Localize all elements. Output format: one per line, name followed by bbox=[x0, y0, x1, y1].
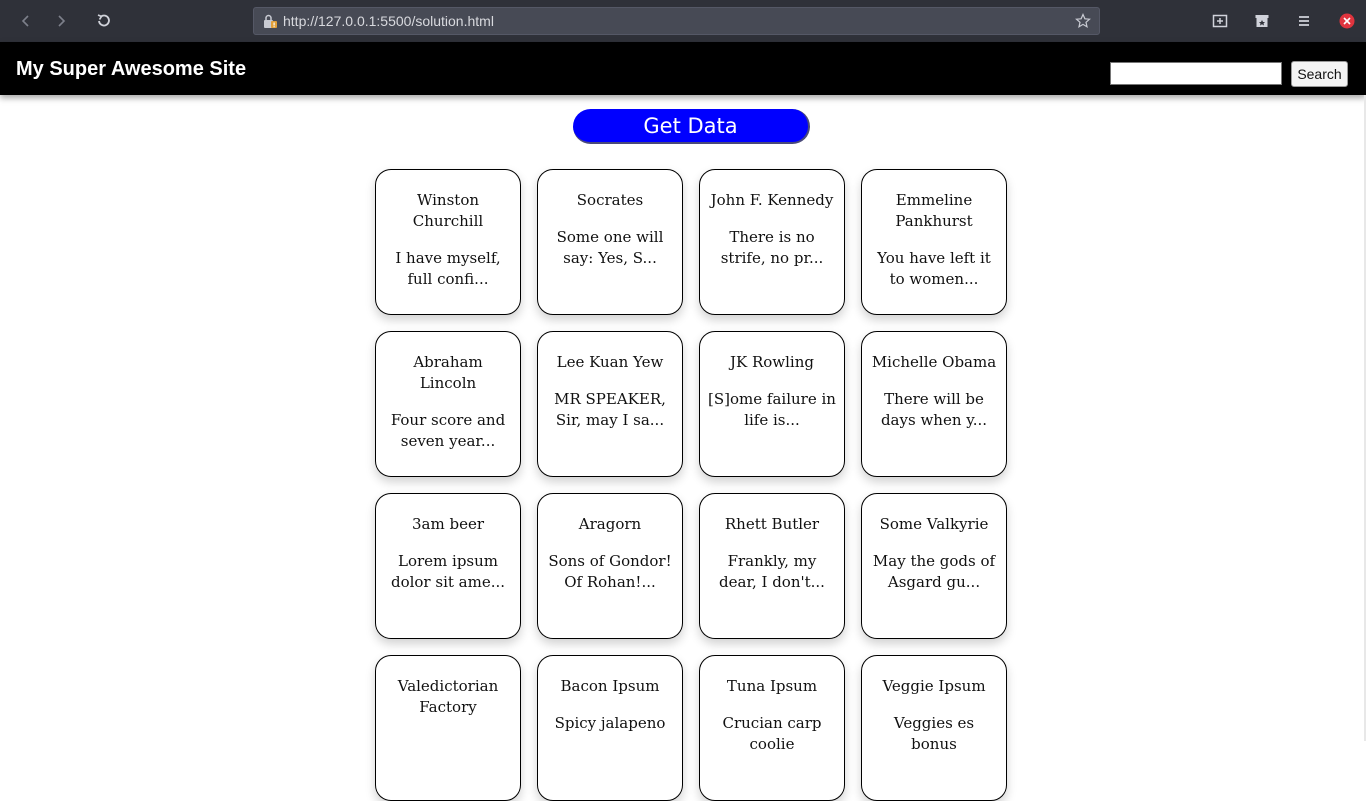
card-quote: Frankly, my dear, I don't... bbox=[719, 552, 825, 591]
card-author: Tuna Ipsum bbox=[726, 677, 818, 695]
quote-card[interactable] bbox=[861, 169, 1007, 315]
quote-card-grid bbox=[375, 169, 1007, 801]
card-author: Winston Churchill bbox=[412, 191, 484, 230]
card-quote: Crucian carp coolie bbox=[722, 714, 822, 753]
card-author: Rhett Butler bbox=[724, 515, 820, 533]
browser-toolbar bbox=[0, 0, 1366, 42]
quote-card[interactable] bbox=[375, 493, 521, 639]
card-author: Abraham Lincoln bbox=[413, 353, 483, 392]
quote-card[interactable] bbox=[375, 655, 521, 801]
back-icon[interactable] bbox=[14, 9, 38, 33]
card-author: Bacon Ipsum bbox=[560, 677, 660, 695]
quote-card[interactable] bbox=[375, 331, 521, 477]
bookmark-star-icon[interactable] bbox=[1075, 13, 1091, 29]
close-window-icon[interactable] bbox=[1337, 11, 1357, 31]
quote-card[interactable] bbox=[375, 169, 521, 315]
site-header bbox=[0, 42, 1366, 95]
card-quote: May the gods of Asgard gu... bbox=[872, 552, 996, 591]
card-quote: I have myself, full confi... bbox=[395, 249, 501, 288]
card-author: Some Valkyrie bbox=[879, 515, 989, 533]
quote-card[interactable] bbox=[861, 331, 1007, 477]
card-author: Socrates bbox=[576, 191, 644, 209]
quote-card[interactable] bbox=[537, 655, 683, 801]
url-text: http://127.0.0.1:5500/solution.html bbox=[283, 13, 494, 29]
card-author: JK Rowling bbox=[729, 353, 814, 371]
archive-icon[interactable] bbox=[1252, 11, 1272, 31]
quote-card[interactable] bbox=[537, 331, 683, 477]
reload-icon[interactable] bbox=[91, 9, 115, 33]
insecure-lock-icon bbox=[262, 14, 278, 30]
quote-card[interactable] bbox=[699, 655, 845, 801]
card-quote: Some one will say: Yes, S... bbox=[556, 228, 664, 267]
search-button[interactable]: Search bbox=[1291, 61, 1348, 87]
quote-card[interactable] bbox=[861, 655, 1007, 801]
card-author: Veggie Ipsum bbox=[882, 677, 986, 695]
card-author: Valedictorian Factory bbox=[397, 677, 499, 716]
quote-card[interactable] bbox=[699, 169, 845, 315]
card-quote: [S]ome failure in life is... bbox=[708, 390, 836, 429]
address-bar[interactable] bbox=[253, 7, 1100, 35]
card-quote: You have left it to women... bbox=[877, 249, 991, 288]
quote-card[interactable] bbox=[699, 331, 845, 477]
new-tab-container-icon[interactable] bbox=[1210, 11, 1230, 31]
card-author: Lee Kuan Yew bbox=[556, 353, 664, 371]
card-author: John F. Kennedy bbox=[710, 191, 834, 209]
search-input[interactable] bbox=[1110, 62, 1282, 85]
quote-card[interactable] bbox=[537, 169, 683, 315]
card-quote: Spicy jalapeno bbox=[554, 714, 666, 732]
forward-icon[interactable] bbox=[49, 9, 73, 33]
card-quote: Sons of Gondor! Of Rohan!... bbox=[548, 552, 672, 591]
card-quote: Four score and seven year... bbox=[390, 411, 506, 450]
quote-card[interactable] bbox=[861, 493, 1007, 639]
card-quote: There is no strife, no pr... bbox=[720, 228, 824, 267]
get-data-button[interactable]: Get Data bbox=[573, 109, 810, 144]
card-quote: Lorem ipsum dolor sit ame... bbox=[390, 552, 506, 591]
quote-card[interactable] bbox=[699, 493, 845, 639]
card-author: Michelle Obama bbox=[871, 353, 997, 371]
card-quote: There will be days when y... bbox=[880, 390, 988, 429]
quote-card[interactable] bbox=[537, 493, 683, 639]
card-quote: MR SPEAKER, Sir, may I sa... bbox=[554, 390, 666, 429]
card-author: Aragorn bbox=[578, 515, 642, 533]
card-quote: Veggies es bonus bbox=[893, 714, 975, 753]
card-author: Emmeline Pankhurst bbox=[895, 191, 973, 230]
menu-icon[interactable] bbox=[1294, 11, 1314, 31]
site-title: My Super Awesome Site bbox=[16, 58, 247, 80]
card-author: 3am beer bbox=[411, 515, 484, 533]
